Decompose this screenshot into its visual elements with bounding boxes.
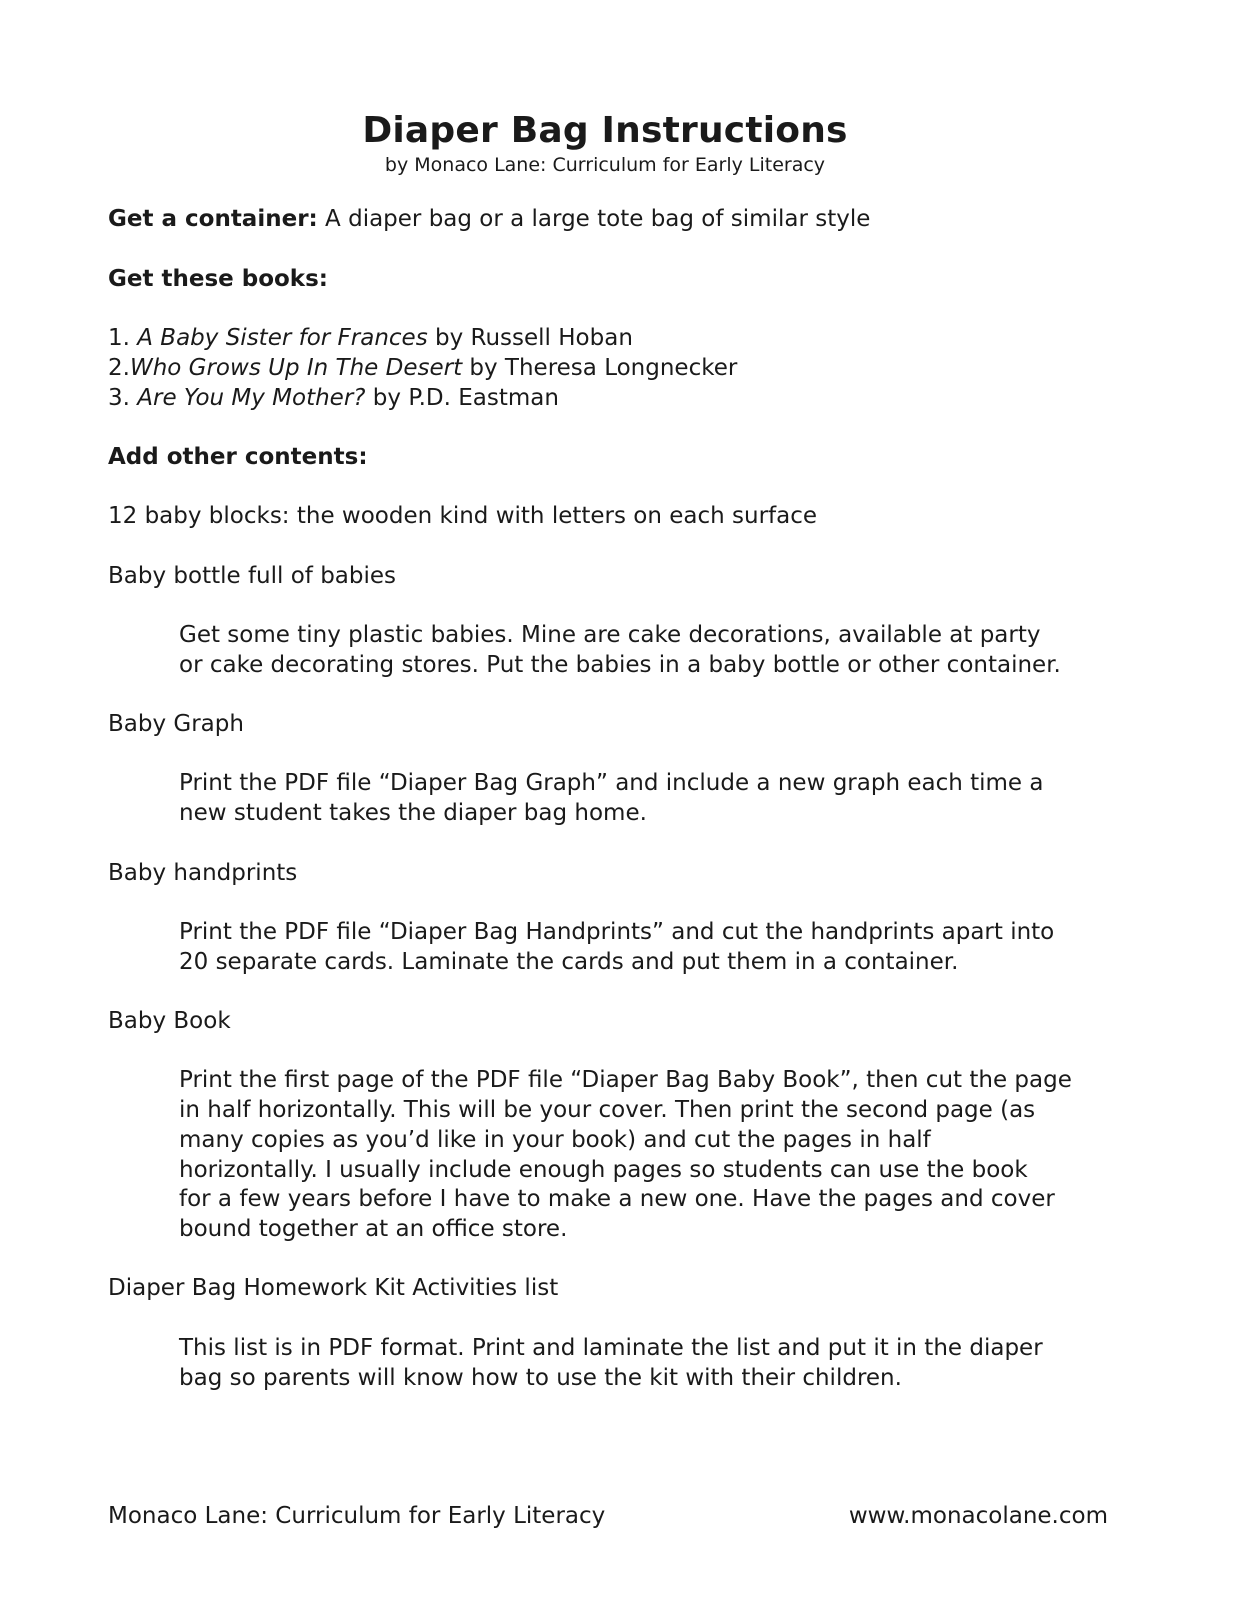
book-item-1 bbox=[108, 323, 633, 353]
blocks-item: 12 baby blocks: the wooden kind with letters on each surface bbox=[108, 503, 818, 529]
handprints-text-line: 20 separate cards. Laminate the cards and put them in a container. bbox=[179, 949, 959, 975]
book-title: Who Grows Up In The Desert bbox=[129, 355, 463, 381]
activities-text-line: bag so parents will know how to use the kit with their children. bbox=[179, 1365, 902, 1391]
book-text-line: bound together at an office store. bbox=[179, 1216, 568, 1242]
book-author: by P.D. Eastman bbox=[365, 385, 559, 411]
handprints-title: Baby handprints bbox=[108, 860, 298, 886]
book-item-3 bbox=[108, 383, 559, 413]
handprints-text-line: Print the PDF file “Diaper Bag Handprints” and cut the handprints apart into bbox=[179, 919, 1055, 945]
book-title: A Baby Sister for Frances bbox=[137, 325, 428, 351]
book-author: by Russell Hoban bbox=[427, 325, 633, 351]
book-text-line: horizontally. I usually include enough pages so students can use the book bbox=[179, 1157, 1028, 1183]
footer-url: www.monacolane.com bbox=[848, 1503, 1108, 1529]
book-title: Are You My Mother? bbox=[137, 385, 366, 411]
graph-title: Baby Graph bbox=[108, 711, 244, 737]
book-number: 1. bbox=[108, 325, 138, 351]
books-heading: Get these books: bbox=[108, 266, 328, 292]
activities-title: Diaper Bag Homework Kit Activities list bbox=[108, 1275, 559, 1301]
bottle-text-line: or cake decorating stores. Put the babies in a baby bottle or other container. bbox=[179, 652, 1061, 678]
activities-text-line: This list is in PDF format. Print and laminate the list and put it in the diaper bbox=[179, 1335, 1043, 1361]
book-number: 3. bbox=[108, 385, 138, 411]
book-text-line: many copies as you’d like in your book) and cut the pages in half bbox=[179, 1127, 931, 1153]
book-text-line: in half horizontally. This will be your cover. Then print the second page (as bbox=[179, 1097, 1036, 1123]
bottle-title: Baby bottle full of babies bbox=[108, 563, 397, 589]
footer-left: Monaco Lane: Curriculum for Early Literacy bbox=[108, 1503, 606, 1529]
graph-text-line: new student takes the diaper bag home. bbox=[179, 800, 647, 826]
book-title-section: Baby Book bbox=[108, 1008, 231, 1034]
book-text-line: for a few years before I have to make a new one. Have the pages and cover bbox=[179, 1186, 1055, 1212]
page-subtitle: by Monaco Lane: Curriculum for Early Literacy bbox=[384, 154, 826, 176]
book-number: 2. bbox=[108, 355, 130, 381]
container-text: A diaper bag or a large tote bag of similar style bbox=[317, 206, 871, 232]
container-label: Get a container: bbox=[108, 206, 318, 232]
container-line bbox=[108, 204, 870, 234]
bottle-text-line: Get some tiny plastic babies. Mine are cake decorations, available at party bbox=[179, 622, 1041, 648]
page-title: Diaper Bag Instructions bbox=[362, 110, 848, 151]
book-author: by Theresa Longnecker bbox=[462, 355, 738, 381]
contents-heading: Add other contents: bbox=[108, 444, 368, 470]
book-item-2 bbox=[108, 353, 737, 383]
book-text-line: Print the first page of the PDF file “Diaper Bag Baby Book”, then cut the page bbox=[179, 1067, 1072, 1093]
graph-text-line: Print the PDF file “Diaper Bag Graph” and include a new graph each time a bbox=[179, 770, 1044, 796]
